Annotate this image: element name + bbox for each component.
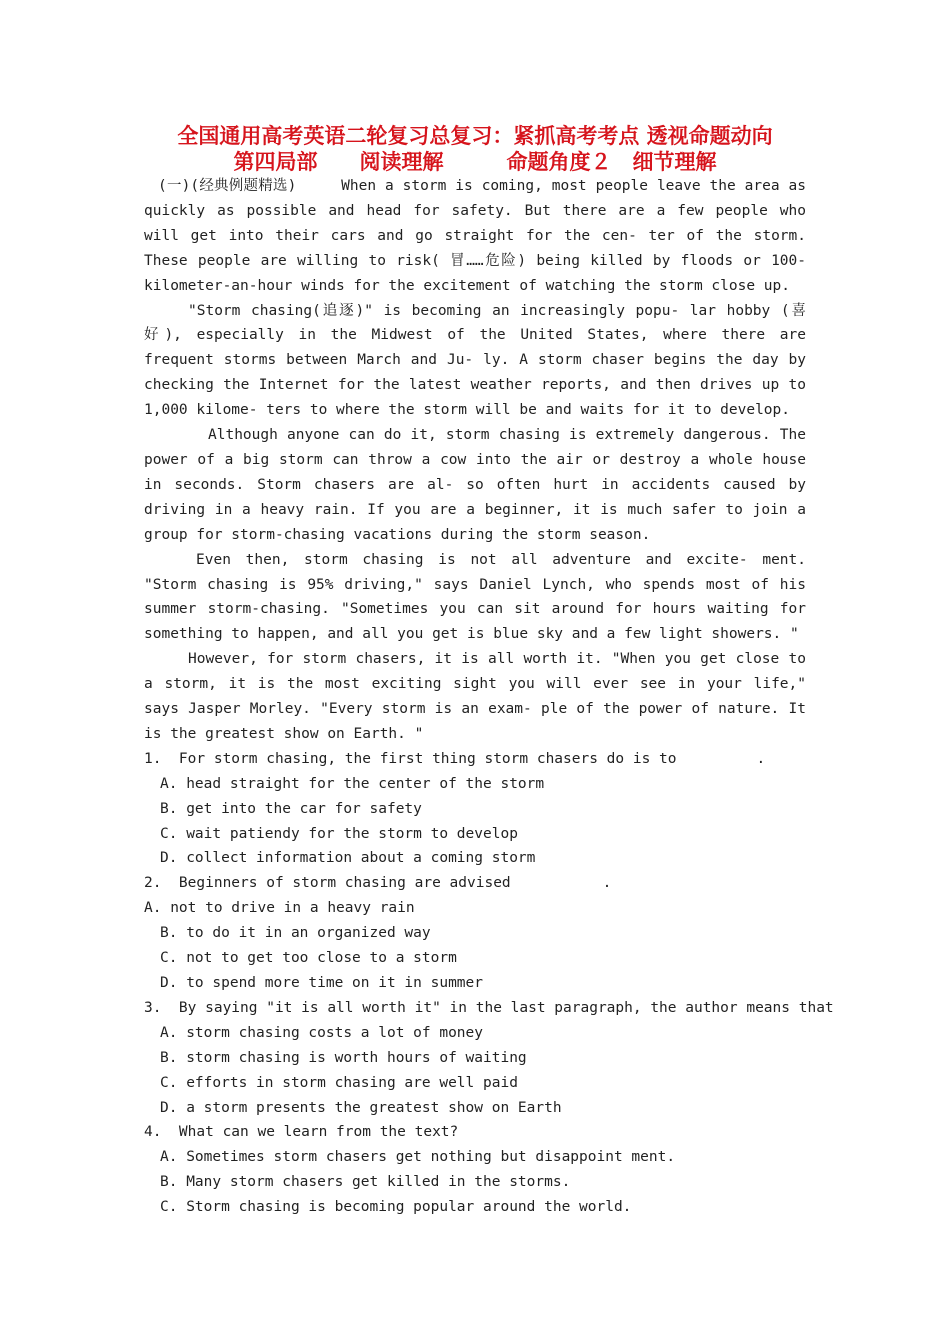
section-subtitle: 第四局部 阅读理解 命题角度２ 细节理解 xyxy=(233,150,717,174)
question-2: 2. Beginners of storm chasing are advised . xyxy=(144,875,612,892)
question-2-option-b: B. to do it in an organized way xyxy=(160,925,431,942)
question-3: 3. By saying "it is all worth it" in the last paragraph, the author means that xyxy=(144,999,834,1016)
passage-paragraph-3: Although anyone can do it, storm chasing is extremely dangerous. The power of a big storm can throw a cow into the air or destroy a whole house in seconds. Storm chasers are al- so often hurt in accidents caused by driving in a heavy rain. If you are a beginner, it is much safer to join a group for storm-chasing vacations during the storm season. xyxy=(144,427,806,543)
question-1-option-d: D. collect information about a coming storm xyxy=(160,850,536,867)
passage-paragraph-1: (一)(经典例题精选) When a storm is coming, most people leave the area as quickly as possible and head for safety. But there are a few people who will get into their cars and go straight for the cen- ter of the storm. These people are willing to risk( 冒……危险) being killed by floods or 100-kilometer-an-hour winds for the excitement of watching the storm close up. xyxy=(144,178,806,294)
question-3-option-a: A. storm chasing costs a lot of money xyxy=(160,1024,484,1041)
question-3-option-d: D. a storm presents the greatest show on Earth xyxy=(160,1099,562,1116)
passage-paragraph-5: However, for storm chasers, it is all worth it. "When you get close to a storm, it is the most exciting sight you will ever see in your life," says Jasper Morley. "Every storm is an exam- ple of the power of nature. It is the greatest show on Earth. " xyxy=(144,651,806,742)
question-2-option-d: D. to spend more time on it in summer xyxy=(160,975,484,991)
question-4: 4. What can we learn from the text? xyxy=(144,1124,459,1141)
question-2-option-c: C. not to get too close to a storm xyxy=(160,950,457,967)
document-body xyxy=(144,174,834,1220)
question-1: 1. For storm chasing, the first thing storm chasers do is to . xyxy=(144,750,766,767)
question-3-option-c: C. efforts in storm chasing are well paid xyxy=(160,1074,518,1091)
passage-paragraph-4: Even then, storm chasing is not all adventure and excite- ment. "Storm chasing is 95% driving," says Daniel Lynch, who spends most of his summer storm-chasing. "Sometimes you can sit around for hours waiting for something to happen, and all you get is blue sky and a few light showers. " xyxy=(144,551,806,643)
passage-paragraph-2: "Storm chasing(追逐)" is becoming an increasingly popu- lar hobby (喜好), especially in the Midwest of the United States, where there are frequent storms between March and Ju- ly. A storm chaser begins the day by checking the Internet for the latest weather reports, and then drives up to 1,000 kilome- ters to where the storm will be and waits for it to develop. xyxy=(144,302,806,419)
question-4-option-c: C. Storm chasing is becoming popular around the world. xyxy=(160,1199,632,1216)
question-4-option-a: A. Sometimes storm chasers get nothing but disappoint ment. xyxy=(160,1149,676,1166)
question-4-option-b: B. Many storm chasers get killed in the storms. xyxy=(160,1174,571,1191)
question-2-option-a: A. not to drive in a heavy rain xyxy=(144,900,415,917)
document-title: 全国通用高考英语二轮复习总复习：紧抓高考考点 透视命题动向 xyxy=(177,124,773,148)
question-3-option-b: B. storm chasing is worth hours of waiting xyxy=(160,1049,527,1066)
question-1-option-a: A. head straight for the center of the storm xyxy=(160,775,545,792)
question-1-option-b: B. get into the car for safety xyxy=(160,800,422,817)
source-label: (一)(经典例题精选) xyxy=(158,178,297,194)
question-1-option-c: C. wait patiendy for the storm to develop xyxy=(160,825,518,842)
